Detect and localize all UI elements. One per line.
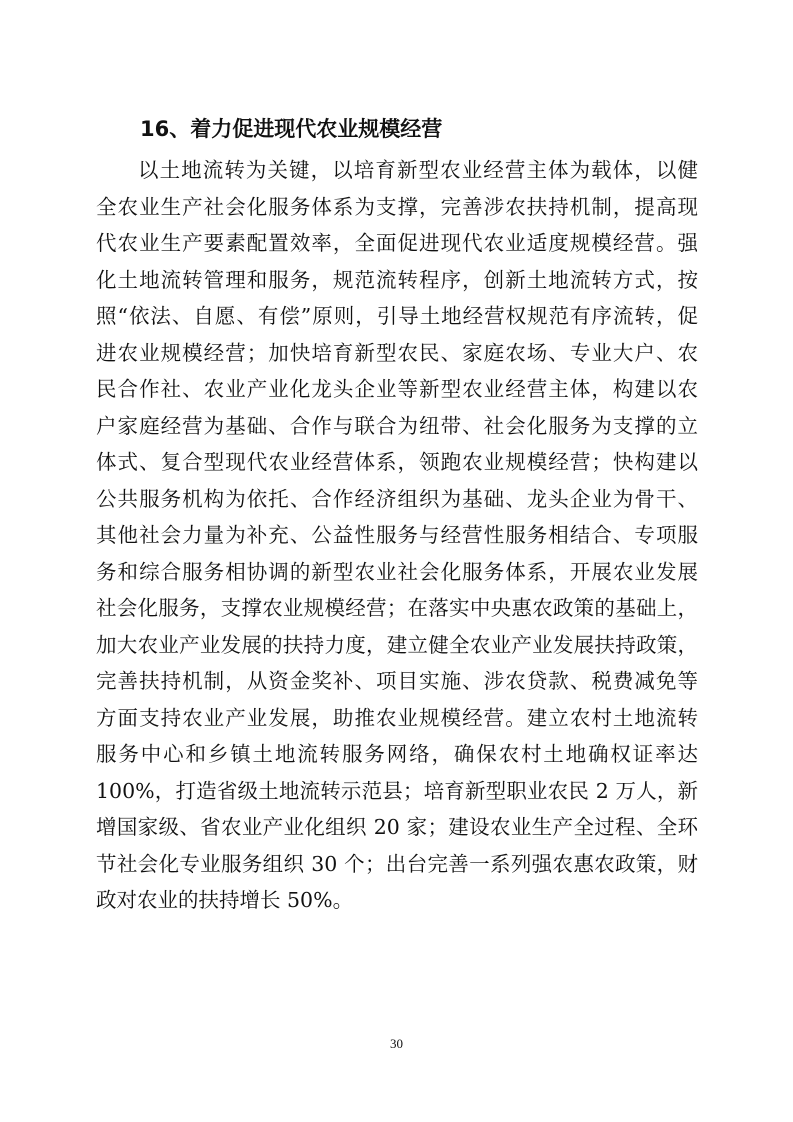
paragraph-line: 社会化服务，支撑农业规模经营；在落实中央惠农政策的基础上， [96, 596, 698, 620]
paragraph-line: 节社会化专业服务组织 30 个；出台完善一系列强农惠农政策，财 [96, 851, 698, 876]
paragraph-line: 全农业生产社会化服务体系为支撑，完善涉农扶持机制，提高现 [96, 194, 698, 219]
paragraph-line: 增国家级、省农业产业化组织 20 家；建设农业生产全过程、全环 [96, 815, 698, 839]
paragraph-line: 化土地流转管理和服务，规范流转程序，创新土地流转方式，按 [96, 267, 698, 292]
paragraph-line: 加大农业产业发展的扶持力度，建立健全农业产业发展扶持政策， [96, 632, 698, 657]
paragraph-line: 民合作社、农业产业化龙头企业等新型农业经营主体，构建以农 [96, 377, 698, 401]
page-number: 30 [390, 1036, 403, 1051]
paragraph-line: 户家庭经营为基础、合作与联合为纽带、社会化服务为支撑的立 [96, 413, 698, 438]
paragraph-line: 方面支持农业产业发展，助推农业规模经营。建立农村土地流转 [96, 705, 698, 730]
section-heading: 16、着力促进现代农业规模经营 [140, 117, 443, 141]
paragraph-line: 其他社会力量为补充、公益性服务与经营性服务相结合、专项服 [96, 523, 698, 547]
paragraph-line: 政对农业的扶持增长 50%。 [96, 888, 354, 912]
body-paragraph [96, 152, 698, 919]
paragraph-line: 务和综合服务相协调的新型农业社会化服务体系，开展农业发展 [96, 559, 698, 584]
paragraph-line: 代农业生产要素配置效率，全面促进现代农业适度规模经营。强 [96, 231, 698, 255]
paragraph-line: 服务中心和乡镇土地流转服务网络，确保农村土地确权证率达 [96, 742, 698, 766]
paragraph-line: 以土地流转为关键，以培育新型农业经营主体为载体，以健 [138, 158, 698, 182]
paragraph-line: 公共服务机构为依托、合作经济组织为基础、龙头企业为骨干、 [96, 486, 698, 511]
paragraph-line: 体式、复合型现代农业经营体系，领跑农业规模经营；快构建以 [96, 450, 698, 474]
paragraph-line: 照“依法、自愿、有偿”原则，引导土地经营权规范有序流转，促 [96, 304, 698, 328]
paragraph-line: 完善扶持机制，从资金奖补、项目实施、涉农贷款、税费减免等 [96, 669, 698, 693]
paragraph-line: 100%，打造省级土地流转示范县；培育新型职业农民 2 万人，新 [96, 778, 698, 803]
paragraph-line: 进农业规模经营；加快培育新型农民、家庭农场、专业大户、农 [96, 340, 698, 365]
